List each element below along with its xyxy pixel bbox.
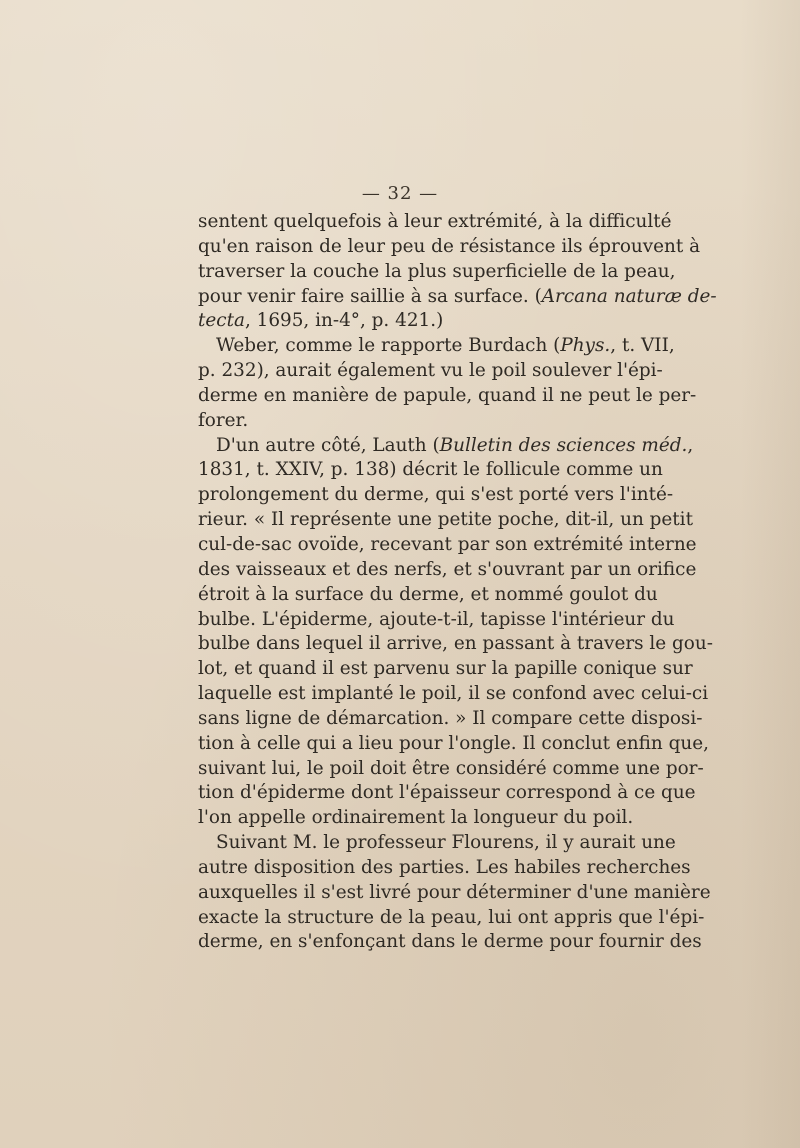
text-line: étroit à la surface du derme, et nommé goulot du bbox=[198, 583, 658, 605]
text-line: sentent quelquefois à leur extrémité, à la difficulté bbox=[198, 211, 672, 232]
text-line: forer. bbox=[198, 409, 249, 431]
text-line: l'on appelle ordinairement la longueur du poil. bbox=[198, 807, 634, 829]
body-text bbox=[198, 210, 717, 955]
text-line: tion d'épiderme dont l'épaisseur correspond à ce que bbox=[198, 782, 696, 804]
text-line: suivant lui, le poil doit être considéré comme une por- bbox=[198, 757, 704, 779]
text-line: Weber, comme le rapporte Burdach (Phys., t. VII, bbox=[216, 335, 675, 357]
text-line: lot, et quand il est parvenu sur la papille conique sur bbox=[198, 658, 693, 680]
text-line: bulbe dans lequel il arrive, en passant à travers le gou- bbox=[198, 633, 713, 655]
italic-text: Phys. bbox=[560, 335, 611, 357]
text-line: des vaisseaux et des nerfs, et s'ouvrant par un orifice bbox=[198, 558, 697, 580]
text-line: bulbe. L'épiderme, ajoute-t-il, tapisse l'intérieur du bbox=[198, 608, 675, 630]
text-line: autre disposition des parties. Les habiles recherches bbox=[198, 856, 691, 878]
text-line: rieur. « Il représente une petite poche, dit-il, un petit bbox=[198, 509, 693, 531]
text-line: tecta, 1695, in-4°, p. 421.) bbox=[198, 310, 444, 332]
text-line: laquelle est implanté le poil, il se confond avec celui-ci bbox=[198, 683, 709, 705]
page-edge-shadow bbox=[740, 0, 800, 1148]
text-line: cul-de-sac ovoïde, recevant par son extrémité interne bbox=[198, 533, 697, 555]
text-line: 1831, t. XXIV, p. 138) décrit le follicule comme un bbox=[198, 459, 663, 481]
text-line: auxquelles il s'est livré pour déterminer d'une manière bbox=[198, 881, 711, 903]
text-line: Suivant M. le professeur Flourens, il y aurait une bbox=[216, 832, 676, 854]
italic-text: Bulletin des sciences méd. bbox=[439, 434, 688, 456]
text-line: tion à celle qui a lieu pour l'ongle. Il conclut enfin que, bbox=[198, 732, 709, 754]
text-line: pour venir faire saillie à sa surface. (Arcana naturæ de- bbox=[198, 285, 717, 307]
text-line: p. 232), aurait également vu le poil soulever l'épi- bbox=[198, 360, 663, 382]
page-number: — 32 — bbox=[361, 183, 439, 204]
text-line: traverser la couche la plus superficielle de la peau, bbox=[198, 260, 676, 282]
text-line: exacte la structure de la peau, lui ont appris que l'épi- bbox=[198, 906, 705, 928]
text-line: derme, en s'enfonçant dans le derme pour fournir des bbox=[198, 931, 702, 953]
text-line: D'un autre côté, Lauth (Bulletin des sciences méd., bbox=[216, 434, 694, 456]
italic-text: Arcana naturæ de- bbox=[541, 285, 717, 307]
text-line: sans ligne de démarcation. » Il compare cette disposi- bbox=[198, 707, 703, 729]
text-line: derme en manière de papule, quand il ne peut le per- bbox=[198, 384, 697, 406]
text-line: qu'en raison de leur peu de résistance ils éprouvent à bbox=[198, 235, 701, 257]
italic-text: tecta bbox=[198, 310, 245, 332]
text-line: prolongement du derme, qui s'est porté vers l'inté- bbox=[198, 484, 674, 506]
